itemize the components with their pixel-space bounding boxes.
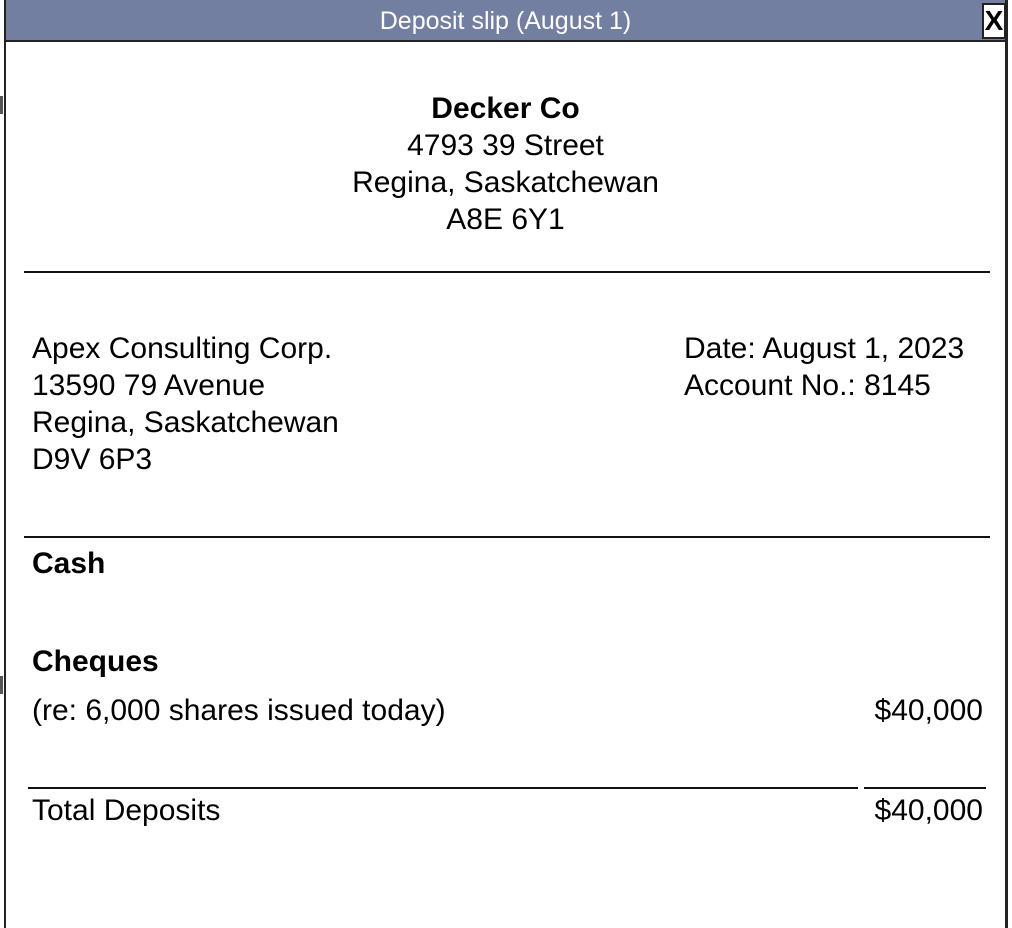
depositor-address xyxy=(32,330,339,478)
cheque-amount: $40,000 xyxy=(874,694,983,727)
account-number: Account No.: 8145 xyxy=(684,369,931,402)
depositor-name: Apex Consulting Corp. xyxy=(32,332,333,365)
deposit-slip-window xyxy=(4,0,1008,928)
total-amount: $40,000 xyxy=(874,794,983,827)
left-edge-mark xyxy=(0,96,3,114)
bank-address xyxy=(6,90,1005,238)
window-title: Deposit slip (August 1) xyxy=(379,7,632,35)
depositor-street: 13590 79 Avenue xyxy=(32,369,266,402)
bank-street: 4793 39 Street xyxy=(407,129,604,162)
cheque-description: (re: 6,000 shares issued today) xyxy=(32,694,446,727)
bank-city: Regina, Saskatchewan xyxy=(352,166,659,199)
close-button[interactable]: X xyxy=(982,3,1006,39)
divider xyxy=(24,271,990,273)
depositor-city: Regina, Saskatchewan xyxy=(32,406,339,439)
cheques-heading: Cheques xyxy=(32,645,159,678)
cash-heading: Cash xyxy=(32,547,106,580)
total-divider-right xyxy=(864,787,986,789)
bank-postal-code: A8E 6Y1 xyxy=(446,203,565,236)
deposit-meta xyxy=(684,330,964,404)
left-edge-mark xyxy=(0,676,3,694)
deposit-date: Date: August 1, 2023 xyxy=(684,332,965,365)
total-divider-left xyxy=(28,787,858,789)
window-titlebar[interactable] xyxy=(6,0,1005,42)
bank-name: Decker Co xyxy=(431,92,580,125)
depositor-postal-code: D9V 6P3 xyxy=(32,443,153,476)
divider xyxy=(24,536,990,538)
total-label: Total Deposits xyxy=(32,794,221,827)
